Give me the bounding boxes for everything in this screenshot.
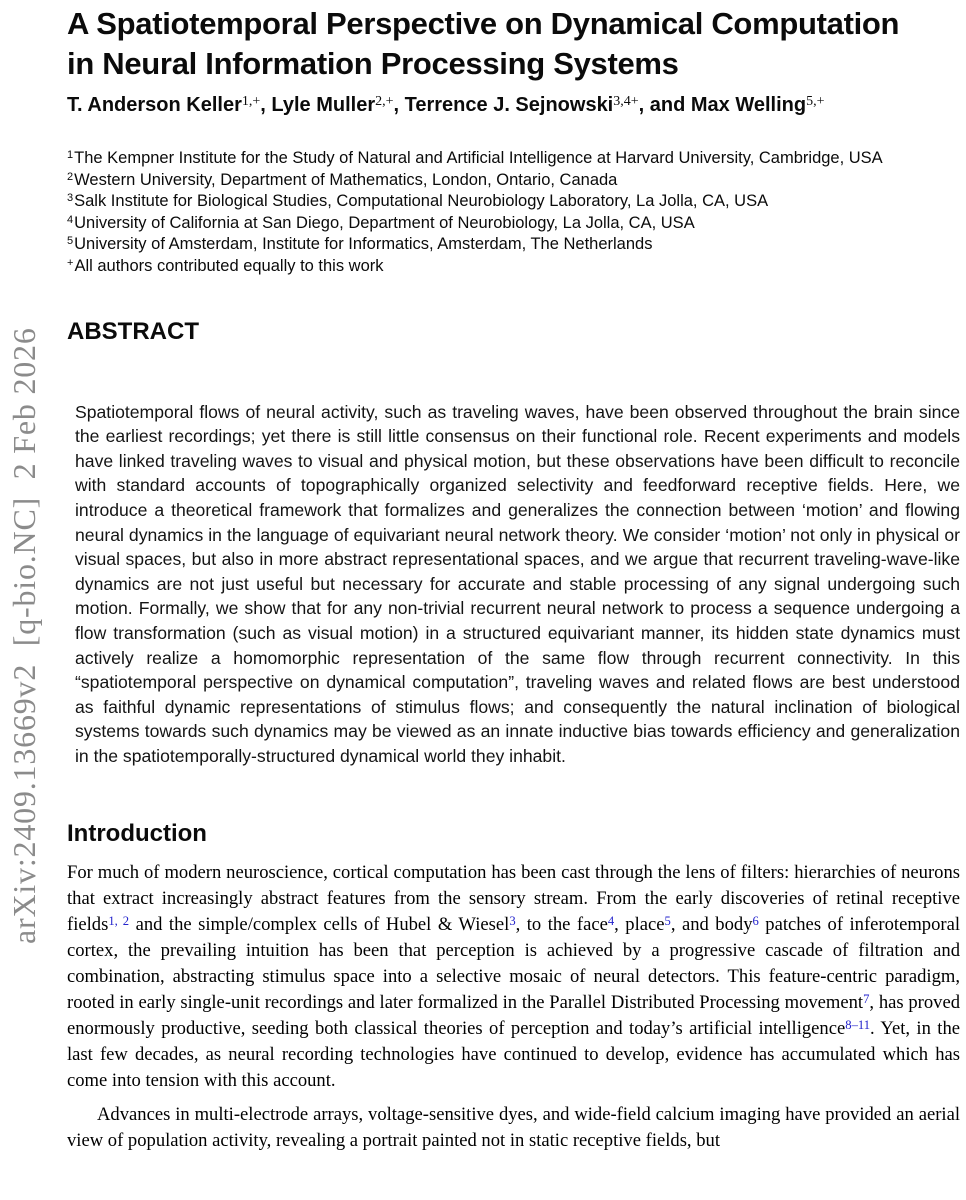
citation-ref[interactable]: 5: [664, 913, 671, 928]
intro-paragraph-1: [67, 860, 960, 1094]
affiliation-marker: 1: [67, 149, 74, 162]
affiliation-text: The Kempner Institute for the Study of Natural and Artificial Intelligence at Harvard University, Cambridge, USA: [74, 149, 883, 167]
affiliation-marker: 4: [67, 213, 74, 226]
affiliation-marker: 2: [67, 170, 74, 183]
author-affiliation-marker: 1,+: [241, 93, 261, 109]
text-run: For much of modern neuroscience, cortical computation has been cast through the lens of filters: hierarchies of neurons that extract increasingly abstract features from the sensory stream. From the early discoveries of retinal receptive fields: [67, 862, 960, 936]
affiliation-4: [67, 213, 960, 235]
author-affiliation-marker: 2,+: [375, 93, 394, 109]
citation-ref[interactable]: 4: [607, 913, 615, 928]
citation-ref[interactable]: 3: [509, 913, 516, 928]
text-run: , place: [614, 914, 665, 936]
citation-ref[interactable]: 8–11: [845, 1017, 871, 1032]
arxiv-watermark: arXiv:2409.13669v2 [q-bio.NC] 2 Feb 2026: [6, 327, 42, 944]
text-run: , Terrence J. Sejnowski: [393, 94, 614, 116]
text-run: , and Max Welling: [638, 94, 807, 116]
citation-ref[interactable]: 6: [752, 913, 759, 928]
abstract-text: Spatiotemporal flows of neural activity, such as traveling waves, have been observed throughout the brain since the earliest recordings; yet there is still little consensus on their functional role. Recent experiments and models have linked traveling waves to visual and physical motion, but these observations have been difficult to reconcile with standard accounts of topographically organized selectivity and feedforward receptive fields. Here, we introduce a theoretical framework that formalizes and generalizes the connection between ‘motion’ and flowing neural dynamics in the language of equivariant neural network theory. We consider ‘motion’ not only in physical or visual spaces, but also in more abstract representational spaces, and we argue that recurrent traveling-wave-like dynamics are not just useful but necessary for accurate and stable processing of any signal undergoing such motion. Formally, we show that for any non-trivial recurrent neural network to process a sequence undergoing a flow transformation (such as visual motion) in a structured equivariant manner, its hidden state dynamics must actively realize a homomorphic representation of the same flow through recurrent connectivity. In this “spatiotemporal perspective on dynamical computation”, traveling waves and related flows are best understood as faithful dynamic representations of stimulus flows; and consequently the natural inclination of biological systems towards such dynamics may be viewed as an innate inductive bias towards efficiency and generalization in the spatiotemporally-structured dynamical world they inhabit.: [75, 401, 960, 766]
text-run: , to the face: [515, 914, 608, 936]
affiliation-text: University of California at San Diego, Department of Neurobiology, La Jolla, CA, USA: [74, 213, 695, 232]
affiliation-marker: 5: [67, 235, 74, 248]
author-affiliation-marker: 5,+: [806, 93, 825, 109]
text-run: . Yet, in the last few decades, as neural recording technologies have continued to develop, evidence has accumulated which has come into tension with this account.: [67, 1018, 960, 1092]
affiliation-1: [67, 148, 960, 170]
affiliation-marker: 3: [67, 192, 74, 205]
affiliation-list: [67, 148, 960, 278]
affiliation-text: Western University, Department of Mathematics, London, Ontario, Canada: [74, 170, 618, 189]
affiliation-2: [67, 170, 960, 192]
intro-paragraph-2: Advances in multi-electrode arrays, voltage-sensitive dyes, and wide-field calcium imaging have provided an aerial view of population activity, revealing a portrait painted not in static receptive fields, but: [67, 1104, 960, 1152]
affiliation-marker: +: [67, 257, 74, 270]
text-run: and the simple/complex cells of Hubel & Wiesel: [129, 914, 510, 936]
citation-ref[interactable]: 7: [863, 991, 870, 1006]
text-run: , and body: [670, 914, 753, 936]
paper-title: [67, 4, 960, 84]
abstract-heading: ABSTRACT: [67, 317, 199, 345]
author-affiliation-marker: 3,4+: [613, 93, 639, 109]
affiliation-text: All authors contributed equally to this work: [74, 256, 384, 275]
paper-title-line-1: A Spatiotemporal Perspective on Dynamical Computation: [67, 6, 900, 41]
citation-ref[interactable]: 1, 2: [108, 913, 130, 928]
text-run: , has proved enormously productive, seeding both classical theories of perception and today’s artificial intelligence: [67, 992, 960, 1040]
introduction-heading: Introduction: [67, 820, 207, 848]
paper-title-line-2: in Neural Information Processing Systems: [67, 46, 679, 81]
equal-contribution-note: [67, 256, 960, 278]
affiliation-text: University of Amsterdam, Institute for Informatics, Amsterdam, The Netherlands: [74, 235, 653, 254]
text-run: patches of inferotemporal cortex, the prevailing intuition has been that perception is achieved by a progressive cascade of filtration and combination, abstracting stimulus space into a selective mosaic of neural detectors. This feature-centric paradigm, rooted in early single-unit recordings and later formalized in the Parallel Distributed Processing movement: [67, 914, 960, 1014]
author-line: [67, 92, 960, 118]
affiliation-5: [67, 234, 960, 256]
text-run: , Lyle Muller: [260, 94, 376, 116]
text-run: T. Anderson Keller: [67, 94, 242, 116]
affiliation-3: [67, 191, 960, 213]
affiliation-text: Salk Institute for Biological Studies, Computational Neurobiology Laboratory, La Jolla, CA, USA: [74, 192, 769, 211]
paper-content: [67, 4, 960, 1154]
